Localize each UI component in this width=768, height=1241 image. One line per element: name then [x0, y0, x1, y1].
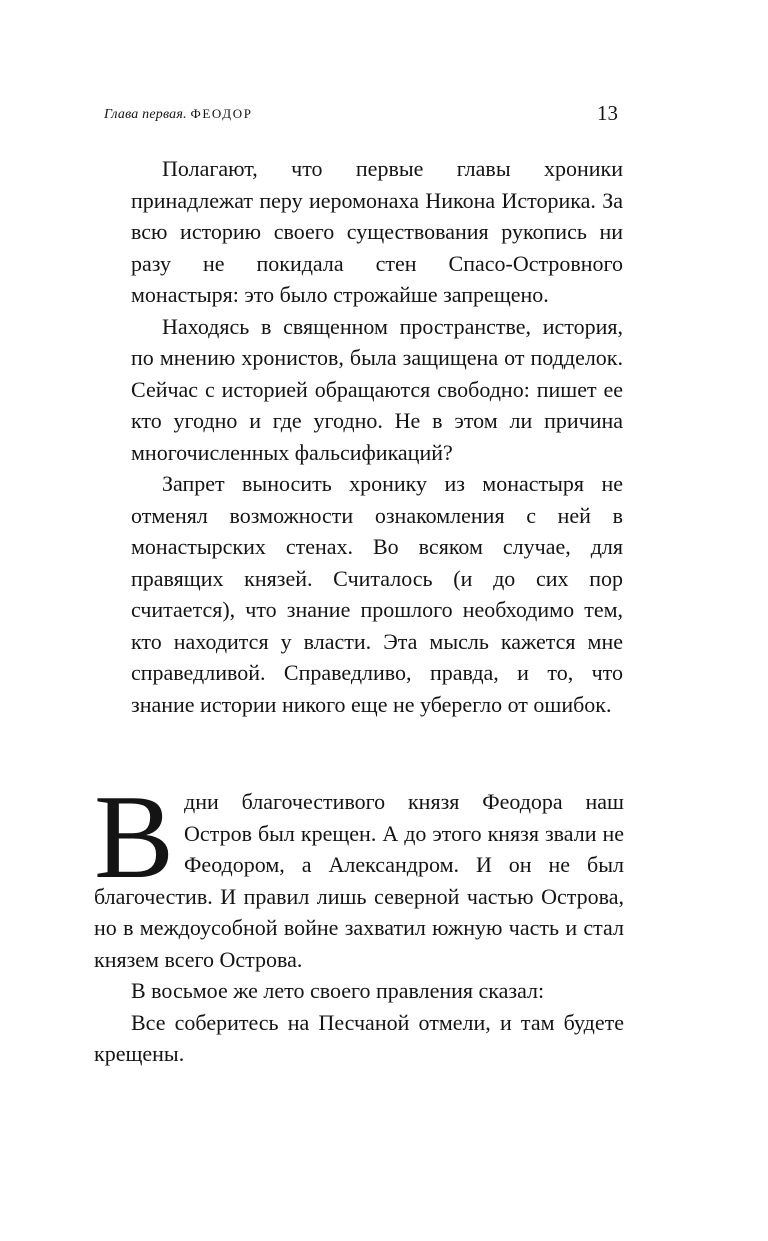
page-number: 13 [597, 101, 618, 125]
epigraph-paragraph-3: Запрет выносить хронику из монастыря не отменял возможности ознакомления с ней в монастырских стенах. Во всяком случае, для правящих князей. Считалось (и до сих пор считается), что знание прошлого необходимо тем, кто находится у власти. Эта мысль кажется мне справедливой. Справедливо, правда, и то, что знание истории никого еще не уберегло от ошибок. [131, 471, 623, 717]
chapter-label: Глава первая. [104, 107, 187, 122]
drop-cap: В [94, 770, 175, 903]
body-paragraph-2: В восьмое же лето своего правления сказал: [131, 978, 545, 1003]
epigraph [131, 153, 623, 720]
epigraph-paragraph-1: Полагают, что первые главы хроники принадлежат перу иеромонаха Никона Историка. За всю историю своего существования рукопись ни разу не покидала стен Спасо-Островного монастыря: это было строжайше запрещено. [131, 156, 623, 307]
epigraph-paragraph-2: Находясь в священном пространстве, история, по мнению хронистов, была защищена от подделок. Сейчас с историей обращаются свободно: пишет ее кто угодно и где угодно. Не в этом ли причина многочисленных фальсификаций? [131, 313, 623, 465]
running-header [104, 106, 253, 123]
body-paragraph-1: дни благочестивого князя Феодора наш Остров был крещен. А до этого князя звали не Феодором, а Александром. И он не был благочестив. И правил лишь северной частью Острова, но в междоусобной войне захватил южную часть и стал князем всего Острова. [94, 789, 624, 972]
body-paragraph-3: Все соберитесь на Песчаной отмели, и там будете крещены. [94, 1009, 624, 1066]
chapter-body [94, 770, 624, 1070]
chapter-name: ФЕОДОР [190, 106, 253, 121]
